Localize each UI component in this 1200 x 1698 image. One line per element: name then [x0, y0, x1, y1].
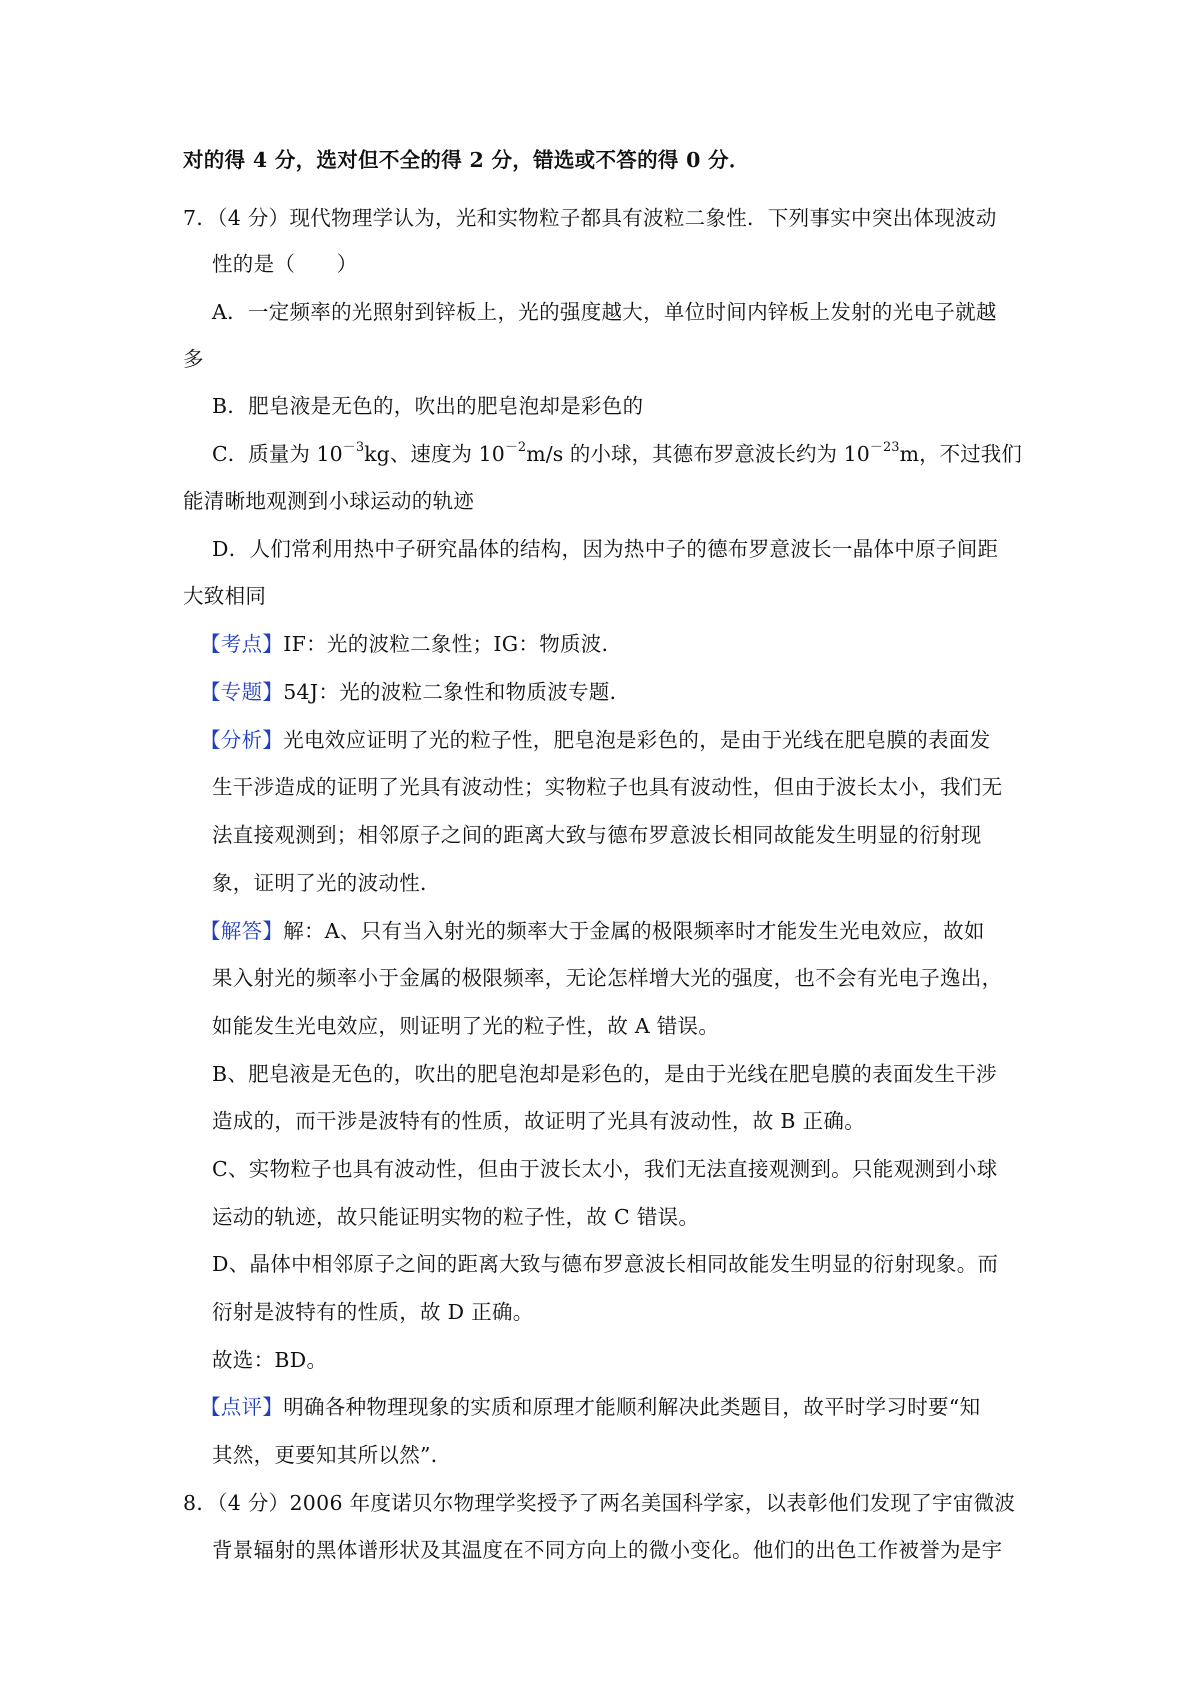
q7-jieda-d-line-1: D、晶体中相邻原子之间的距离大致与德布罗意波长相同故能发生明显的衍射现象。而 [212, 1252, 999, 1276]
q7-option-c-exp-3: －23 [869, 440, 900, 456]
q7-fenxi-line-1 [200, 726, 990, 754]
q7-option-c-text-3: m/s 的小球，其德布罗意波长约为 10 [526, 442, 870, 466]
q7-answer: 故选：BD。 [212, 1348, 328, 1372]
q8-stem-line-1: 8．（4 分）2006 年度诺贝尔物理学奖授予了两名美国科学家，以表彰他们发现了宇宙微波 [183, 1491, 1016, 1515]
q7-option-c-exp-2: －2 [504, 440, 527, 456]
zhuanti-tag: 【专题】 [200, 680, 284, 704]
jieda-tag: 【解答】 [200, 919, 284, 943]
q7-fenxi-line-2: 生干涉造成的证明了光具有波动性；实物粒子也具有波动性，但由于波长太小，我们无 [212, 775, 1003, 799]
q7-option-c-text-1: C．质量为 10 [212, 442, 343, 466]
q7-kaodian [200, 630, 622, 658]
q7-fenxi-line-3: 法直接观测到；相邻原子之间的距离大致与德布罗意波长相同故能发生明显的衍射现 [212, 823, 982, 847]
q7-jieda-c-line-1: C、实物粒子也具有波动性，但由于波长太小，我们无法直接观测到。只能观测到小球 [212, 1157, 998, 1181]
q7-dianping-line-2: 其然，更要知其所以然”． [212, 1443, 452, 1467]
q7-fenxi-line-4: 象，证明了光的波动性． [212, 871, 441, 895]
q7-stem-line-2: 性的是（ ） [212, 252, 358, 276]
q7-option-d-line-1: D．人们常利用热中子研究晶体的结构，因为热中子的德布罗意波长一晶体中原子间距 [212, 537, 999, 561]
q7-jieda-b-line-2: 造成的，而干涉是波特有的性质，故证明了光具有波动性，故 B 正确。 [212, 1109, 865, 1133]
q7-option-c-text-4: m，不过我们 [899, 442, 1022, 466]
q7-stem-line-1: 7．（4 分）现代物理学认为，光和实物粒子都具有波粒二象性．下列事实中突出体现波动 [183, 206, 997, 230]
q7-jieda-line-2: 果入射光的频率小于金属的极限频率，无论怎样增大光的强度，也不会有光电子逸出， [212, 966, 1003, 990]
q7-jieda-line-3: 如能发生光电效应，则证明了光的粒子性，故 A 错误。 [212, 1014, 720, 1038]
q7-option-c-exp-1: －3 [342, 440, 365, 456]
q7-option-a-line-1: A．一定频率的光照射到锌板上，光的强度越大，单位时间内锌板上发射的光电子就越 [212, 300, 997, 324]
q7-jieda-c-line-2: 运动的轨迹，故只能证明实物的粒子性，故 C 错误。 [212, 1205, 700, 1229]
q7-jieda-d-line-2: 衍射是波特有的性质，故 D 正确。 [212, 1300, 534, 1324]
kaodian-tag: 【考点】 [200, 632, 284, 656]
q7-option-a-line-2: 多 [183, 347, 204, 371]
kaodian-text: IF：光的波粒二象性；IG：物质波． [283, 632, 623, 656]
scoring-note: 对的得 4 分，选对但不全的得 2 分，错选或不答的得 0 分． [183, 148, 750, 172]
q7-dianping-line-1 [200, 1393, 980, 1421]
fenxi-tag: 【分析】 [200, 728, 284, 752]
q7-option-c-text-2: kg、速度为 10 [364, 442, 505, 466]
dianping-tag: 【点评】 [200, 1395, 284, 1419]
q7-option-c-line-1 [212, 440, 1022, 468]
fenxi-text-1: 光电效应证明了光的粒子性，肥皂泡是彩色的，是由于光线在肥皂膜的表面发 [283, 728, 991, 752]
q7-option-d-line-2: 大致相同 [183, 584, 267, 608]
q7-jieda-b-line-1: B、肥皂液是无色的，吹出的肥皂泡却是彩色的，是由于光线在肥皂膜的表面发生干涉 [212, 1062, 997, 1086]
q7-zhuanti [200, 678, 630, 706]
zhuanti-text: 54J：光的波粒二象性和物质波专题． [283, 680, 631, 704]
q8-stem-line-2: 背景辐射的黑体谱形状及其温度在不同方向上的微小变化。他们的出色工作被誉为是宇 [212, 1538, 1003, 1562]
q7-option-b: B．肥皂液是无色的，吹出的肥皂泡却是彩色的 [212, 394, 644, 418]
q7-option-c-line-2: 能清晰地观测到小球运动的轨迹 [183, 489, 475, 513]
q7-jieda-line-1 [200, 917, 985, 945]
dianping-text-1: 明确各种物理现象的实质和原理才能顺利解决此类题目，故平时学习时要“知 [283, 1395, 981, 1419]
jieda-text-1: 解：A、只有当入射光的频率大于金属的极限频率时才能发生光电效应，故如 [283, 919, 985, 943]
